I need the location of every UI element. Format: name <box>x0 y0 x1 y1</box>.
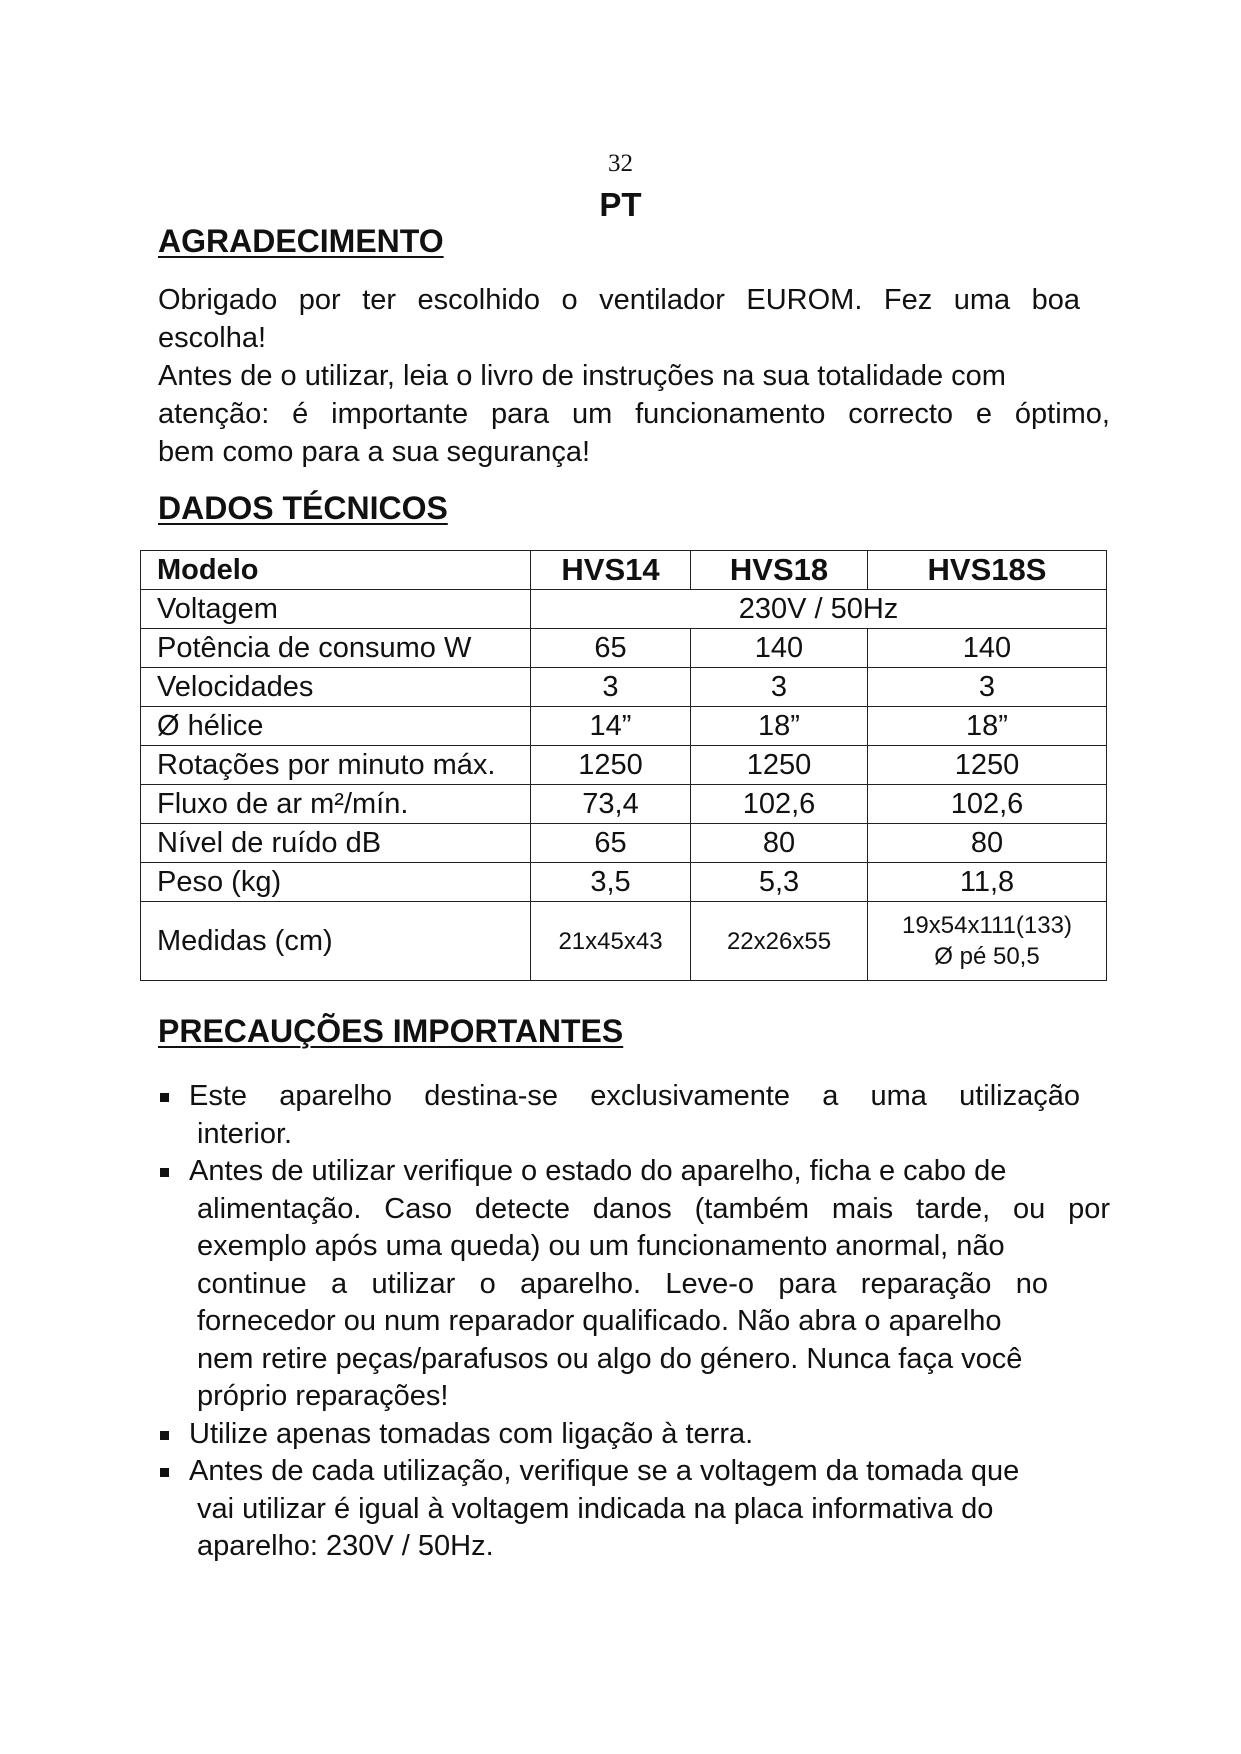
item-line: nem retire peças/parafusos ou algo do género. Nunca faça você <box>197 1342 1023 1375</box>
heading-precaucoes: PRECAUÇÕES IMPORTANTES <box>158 1013 624 1049</box>
header-hvs14: HVS14 <box>531 551 691 590</box>
item-first-line: Utilize apenas tomadas com ligação à terra. <box>189 1417 754 1450</box>
row-label: Rotações por minuto máx. <box>141 746 531 785</box>
table-row <box>141 863 1107 902</box>
table-row <box>141 746 1107 785</box>
row-label: Medidas (cm) <box>141 902 531 981</box>
bullet-square-icon <box>160 1093 169 1102</box>
table-row-medidas <box>141 902 1107 981</box>
table-header-row <box>141 551 1107 590</box>
cell-value: 22x26x55 <box>691 902 868 981</box>
item-first-line: Este aparelho destina-se exclusivamente a uma utilização <box>189 1080 1080 1112</box>
cell-value-multiline <box>868 902 1107 981</box>
row-label: Voltagem <box>141 590 531 629</box>
item-line: exemplo após uma queda) ou um funcionamento anormal, não <box>197 1230 1005 1262</box>
table-row <box>141 707 1107 746</box>
header-hvs18: HVS18 <box>691 551 868 590</box>
cell-value: 73,4 <box>531 785 691 824</box>
item-line: continue a utilizar o aparelho. Leve-o para reparação no <box>197 1267 1048 1300</box>
table-row <box>141 785 1107 824</box>
cell-value: 3 <box>868 668 1107 707</box>
row-label: Peso (kg) <box>141 863 531 902</box>
technical-data-table <box>140 550 1107 981</box>
table-row <box>141 824 1107 863</box>
cell-value: 1250 <box>531 746 691 785</box>
cell-value: 140 <box>691 629 868 668</box>
cell-value: 102,6 <box>691 785 868 824</box>
item-first-line: Antes de utilizar verifique o estado do aparelho, ficha e cabo de <box>189 1155 1007 1187</box>
item-line: alimentação. Caso detecte danos (também mais tarde, ou por <box>197 1192 1110 1225</box>
list-item <box>158 1453 1110 1566</box>
text-line: Obrigado por ter escolhido o ventilador EUROM. Fez uma boa <box>158 284 1080 316</box>
row-label: Potência de consumo W <box>141 629 531 668</box>
cell-value: 14” <box>531 707 691 746</box>
table-row <box>141 668 1107 707</box>
header-model: Modelo <box>141 551 531 590</box>
bullet-square-icon <box>160 1168 169 1177</box>
language-code: PT <box>599 186 642 223</box>
bullet-square-icon <box>160 1431 169 1440</box>
row-label: Nível de ruído dB <box>141 824 531 863</box>
cell-value: 3,5 <box>531 863 691 902</box>
list-item <box>158 1416 1110 1454</box>
list-item <box>158 1153 1110 1416</box>
item-line: fornecedor ou num reparador qualificado. Não abra o aparelho <box>197 1305 1002 1337</box>
list-item <box>158 1078 1110 1153</box>
cell-value: 5,3 <box>691 863 868 902</box>
cell-line: 19x54x111(133) <box>902 912 1072 939</box>
cell-value: 1250 <box>691 746 868 785</box>
text-line: bem como para a sua segurança! <box>158 436 591 468</box>
item-first-line: Antes de cada utilização, verifique se a voltagem da tomada que <box>189 1455 1020 1487</box>
row-label: Fluxo de ar m²/mín. <box>141 785 531 824</box>
item-line: vai utilizar é igual à voltagem indicada na placa informativa do <box>197 1492 994 1525</box>
bullet-square-icon <box>160 1468 169 1477</box>
table-row-voltagem <box>141 590 1107 629</box>
cell-value: 21x45x43 <box>531 902 691 981</box>
cell-value: 102,6 <box>868 785 1107 824</box>
cell-value: 80 <box>868 824 1107 863</box>
text-line: escolha! <box>158 322 267 354</box>
cell-value: 11,8 <box>868 863 1107 902</box>
cell-value: 140 <box>868 629 1107 668</box>
item-line: aparelho: 230V / 50Hz. <box>197 1530 494 1562</box>
cell-value: 65 <box>531 824 691 863</box>
heading-dados-tecnicos: DADOS TÉCNICOS <box>158 490 448 526</box>
table-row <box>141 629 1107 668</box>
cell-value: 3 <box>531 668 691 707</box>
cell-value: 18” <box>691 707 868 746</box>
agradecimento-text <box>158 281 1110 471</box>
heading-agradecimento: AGRADECIMENTO <box>158 223 444 259</box>
text-line: Antes de o utilizar, leia o livro de instruções na sua totalidade com <box>158 360 1006 392</box>
text-line: atenção: é importante para um funcionamento correcto e óptimo, <box>158 398 1110 430</box>
cell-value: 3 <box>691 668 868 707</box>
cell-value: 18” <box>868 707 1107 746</box>
cell-value: 80 <box>691 824 868 863</box>
cell-value: 1250 <box>868 746 1107 785</box>
item-line: próprio reparações! <box>197 1380 449 1412</box>
row-label: Ø hélice <box>141 707 531 746</box>
voltage-value: 230V / 50Hz <box>531 590 1107 629</box>
cell-line: Ø pé 50,5 <box>934 943 1040 970</box>
header-hvs18s: HVS18S <box>868 551 1107 590</box>
cell-value: 65 <box>531 629 691 668</box>
item-line: interior. <box>197 1117 293 1150</box>
page-number: 32 <box>608 150 633 177</box>
row-label: Velocidades <box>141 668 531 707</box>
precautions-list <box>158 1078 1110 1566</box>
